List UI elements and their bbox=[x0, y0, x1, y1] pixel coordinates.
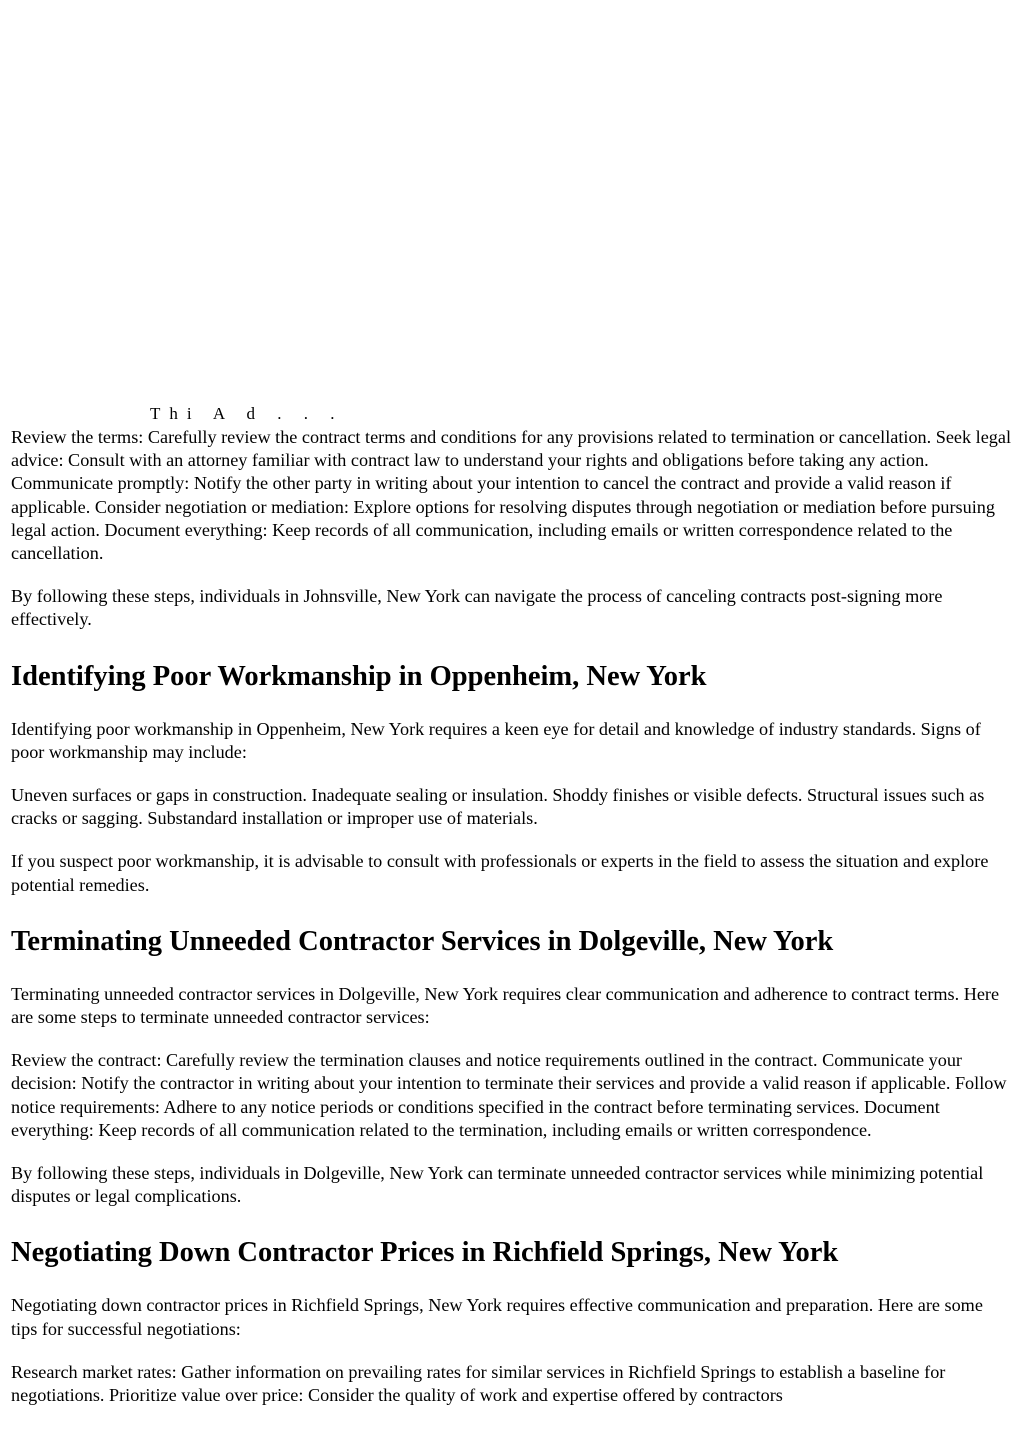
paragraph-johnsville-summary: By following these steps, individuals in Johnsville, New York can navigate the process of canceling contracts post-signing more effectively. bbox=[11, 586, 943, 630]
paragraph-termination-steps: Review the contract: Carefully review the termination clauses and notice requirements outlined in the contract. Communicate your decision: Notify the contractor in writing about your intention to terminate their services and provide a valid reason if applicable. Follow notice requirements: Adhere to any notice periods or conditions specified in the contract before terminating services. Document everything: Keep records of all communication related to the termination, including emails or written correspondence. bbox=[11, 1050, 1007, 1140]
paragraph-oppenheim-advice: If you suspect poor workmanship, it is advisable to consult with professionals or experts in the field to assess the situation and explore potential remedies. bbox=[11, 851, 989, 895]
paragraph-richfield-intro: Negotiating down contractor prices in Richfield Springs, New York requires effective communication and preparation. Here are some tips for successful negotiations: bbox=[11, 1295, 983, 1339]
paragraph-negotiation-tips: Research market rates: Gather information on prevailing rates for similar services in Richfield Springs to establish a baseline for negotiations. Prioritize value over price: Consider the quality of work and expertise offered by contractors bbox=[11, 1361, 946, 1406]
heading-richfield: Negotiating Down Contractor Prices in Richfield Springs, New York bbox=[11, 1237, 839, 1269]
paragraph-dolgeville-summary: By following these steps, individuals in Dolgeville, New York can terminate unneeded contractor services while minimizing potential disputes or legal complications. bbox=[11, 1163, 984, 1207]
paragraph-oppenheim-intro: Identifying poor workmanship in Oppenheim, New York requires a keen eye for detail and knowledge of industry standards. Signs of poor workmanship may include: bbox=[11, 718, 981, 762]
blank-image-area bbox=[0, 0, 1024, 398]
paragraph-dolgeville-intro: Terminating unneeded contractor services in Dolgeville, New York requires clear communication and adherence to contract terms. Here are some steps to terminate unneeded contractor services: bbox=[11, 983, 1000, 1028]
heading-oppenheim: Identifying Poor Workmanship in Oppenheim, New York bbox=[11, 660, 707, 692]
paragraph-workmanship-signs: Uneven surfaces or gaps in construction. Inadequate sealing or insulation. Shoddy finishes or visible defects. Structural issues such as cracks or sagging. Substandard installation or improper use of materials. bbox=[11, 785, 985, 829]
clipped-text: Thi A d . . . bbox=[150, 404, 344, 423]
article-body bbox=[11, 426, 1011, 1427]
paragraph-cancel-steps: Review the terms: Carefully review the contract terms and conditions for any provisions related to termination or cancellation. Seek legal advice: Consult with an attorney familiar with contract law to understand your rights and obligations before taking any action. Communicate promptly: Notify the other party in writing about your intention to cancel the contract and provide a valid reason if applicable. Consider negotiation or mediation: Explore options for resolving disputes through negotiation or mediation before pursuing legal action. Document everything: Keep records of all communication, including emails or written correspondence related to the cancellation. bbox=[11, 427, 1011, 564]
heading-dolgeville: Terminating Unneeded Contractor Services in Dolgeville, New York bbox=[11, 925, 834, 957]
clipped-text-line bbox=[150, 398, 550, 423]
